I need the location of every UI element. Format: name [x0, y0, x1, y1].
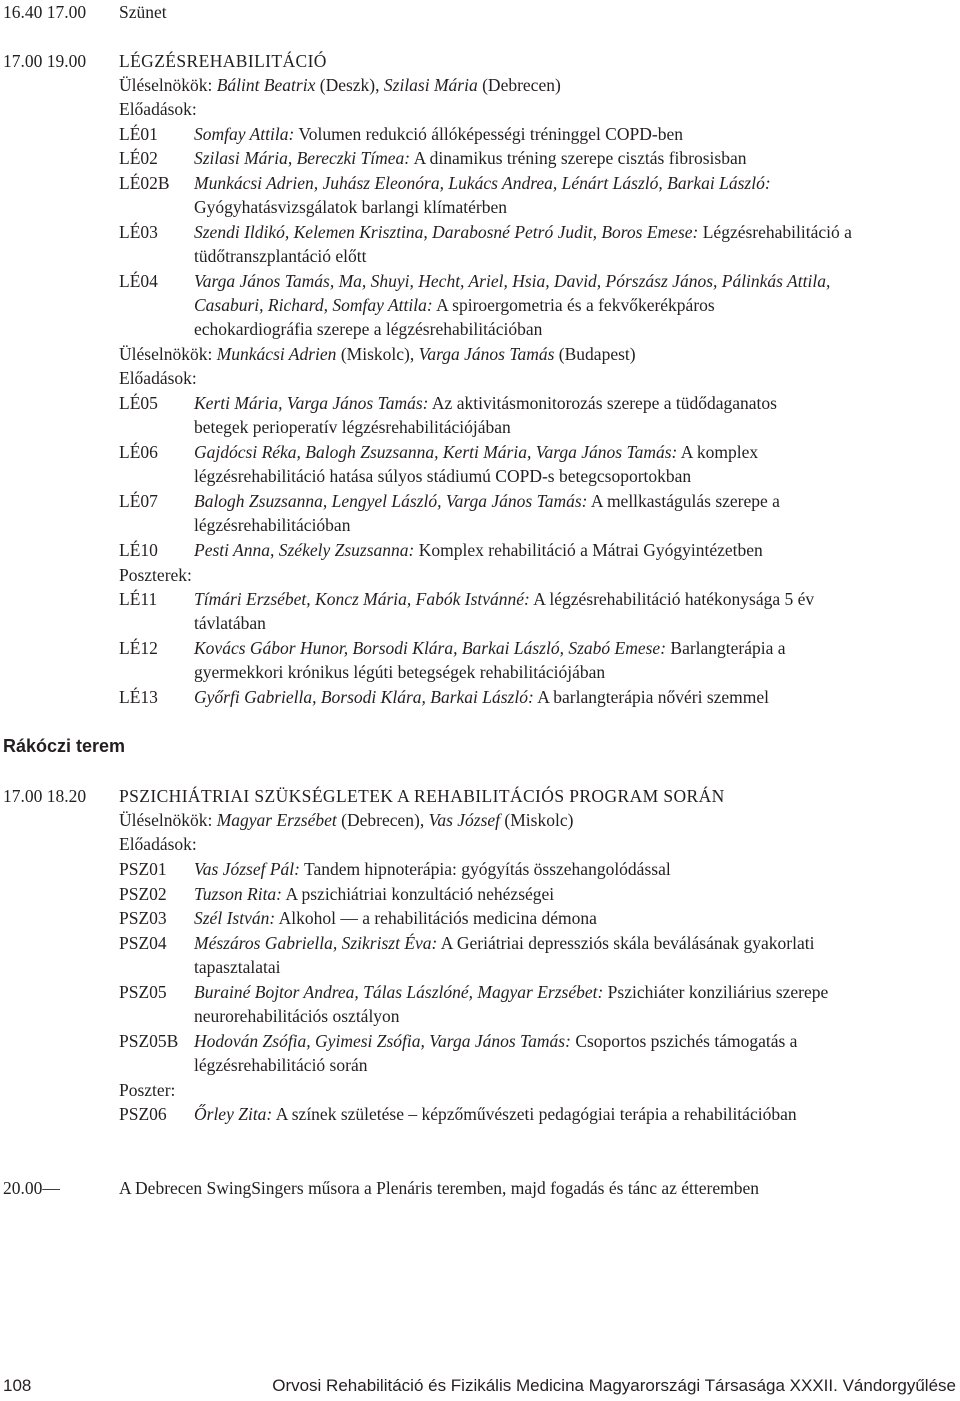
poster-title: gyermekkori krónikus légúti betegségek rehabilitációjában — [194, 662, 606, 682]
session2-chairs: Üléselnökök: Magyar Erzsébet (Debrecen), Vas József (Miskolc) — [119, 810, 574, 830]
talk-title: légzésrehabilitációban — [194, 515, 351, 535]
talk-entry: Hodován Zsófia, Gyimesi Zsófia, Varga János Tamás: Csoportos pszichés támogatás a — [194, 1031, 798, 1051]
page-number: 108 — [3, 1376, 32, 1395]
talks-label: Előadások: — [119, 99, 197, 119]
talk-code: PSZ05 — [119, 982, 167, 1002]
talk-title: légzésrehabilitáció hatása súlyos stádiumú COPD-s betegcsoportokban — [194, 466, 692, 486]
talk-code: PSZ01 — [119, 859, 167, 879]
session2-title: PSZICHIÁTRIAI SZÜKSÉGLETEK A REHABILITÁCIÓS PROGRAM SORÁN — [119, 786, 725, 806]
talk-code: PSZ03 — [119, 908, 167, 928]
talk-title: neurorehabilitációs osztályon — [194, 1006, 400, 1026]
talk-code: LÉ05 — [119, 393, 158, 413]
session2-time: 17.00 18.20 — [3, 786, 87, 806]
room-heading: Rákóczi terem — [3, 736, 126, 756]
break-label: Szünet — [119, 2, 167, 22]
talk-code: LÉ04 — [119, 271, 158, 291]
talk-title: echokardiográfia szerepe a légzésrehabilitációban — [194, 319, 543, 339]
talk-authors: Munkácsi Adrien, Juhász Eleonóra, Lukács Andrea, Lénárt László, Barkai László: — [194, 173, 771, 193]
poster-title: távlatában — [194, 613, 266, 633]
talk-entry: Mészáros Gabriella, Szikriszt Éva: A Geriátriai depressziós skála beválásának gyakorlati — [194, 933, 815, 953]
talk-entry: Pesti Anna, Székely Zsuzsanna: Komplex rehabilitáció a Mátrai Gyógyintézetben — [194, 540, 763, 560]
poster-code: LÉ11 — [119, 589, 158, 609]
session1-title: LÉGZÉSREHABILITÁCIÓ — [119, 51, 327, 71]
footer-title: Orvosi Rehabilitáció és Fizikális Medicina Magyarországi Társasága XXXII. Vándorgyűlése — [272, 1376, 956, 1395]
talk-code: LÉ03 — [119, 222, 158, 242]
talk-title: tüdőtranszplantáció előtt — [194, 246, 367, 266]
talk-authors: Varga János Tamás, Ma, Shuyi, Hecht, Ariel, Hsia, David, Pórszász János, Pálinkás Attila, — [194, 271, 831, 291]
talk-entry: Vas József Pál: Tandem hipnoterápia: gyógyítás összehangolódással — [194, 859, 671, 879]
talk-entry: Gajdócsi Réka, Balogh Zsuzsanna, Kerti Mária, Varga János Tamás: A komplex — [194, 442, 759, 462]
talk-entry: Szilasi Mária, Bereczki Tímea: A dinamikus tréning szerepe cisztás fibrosisban — [194, 148, 747, 168]
talk-code: PSZ05B — [119, 1031, 179, 1051]
talk-code: LÉ06 — [119, 442, 158, 462]
talk-code: PSZ02 — [119, 884, 167, 904]
talk-code: LÉ01 — [119, 124, 158, 144]
talk-title: Gyógyhatásvizsgálatok barlangi klímatérben — [194, 197, 507, 217]
talk-entry: Casaburi, Richard, Somfay Attila: A spiroergometria és a fekvőkerékpáros — [194, 295, 715, 315]
talk-title: légzésrehabilitáció során — [194, 1055, 368, 1075]
poster-code: LÉ13 — [119, 687, 158, 707]
posters-label: Poszterek: — [119, 565, 192, 585]
session1-time: 17.00 19.00 — [3, 51, 87, 71]
talks-label: Előadások: — [119, 834, 197, 854]
talk-entry: Balogh Zsuzsanna, Lengyel László, Varga János Tamás: A mellkastágulás szerepe a — [194, 491, 780, 511]
poster-entry: Tímári Erzsébet, Koncz Mária, Fabók Istvánné: A légzésrehabilitáció hatékonysága 5 év — [194, 589, 815, 609]
talk-code: LÉ07 — [119, 491, 158, 511]
session1-chairs: Üléselnökök: Bálint Beatrix (Deszk), Szilasi Mária (Debrecen) — [119, 75, 561, 95]
talk-entry: Szendi Ildikó, Kelemen Krisztina, Darabosné Petró Judit, Boros Emese: Légzésrehabilitáció a — [194, 222, 852, 242]
evening-text: A Debrecen SwingSingers műsora a Plenáris teremben, majd fogadás és tánc az étteremben — [119, 1178, 759, 1198]
talk-code: LÉ10 — [119, 540, 158, 560]
poster-entry: Őrley Zita: A színek születése – képzőművészeti pedagógiai terápia a rehabilitációban — [194, 1104, 797, 1124]
talk-code: LÉ02B — [119, 173, 170, 193]
poster-entry: Győrfi Gabriella, Borsodi Klára, Barkai László: A barlangterápia nővéri szemmel — [194, 687, 770, 707]
break-time: 16.40 17.00 — [3, 2, 87, 22]
talk-entry: Somfay Attila: Volumen redukció állóképességi tréninggel COPD-ben — [194, 124, 683, 144]
talk-entry: Tuzson Rita: A pszichiátriai konzultáció nehézségei — [194, 884, 555, 904]
talk-code: LÉ02 — [119, 148, 158, 168]
evening-time: 20.00— — [3, 1178, 60, 1198]
talk-title: tapasztalatai — [194, 957, 281, 977]
talks-label: Előadások: — [119, 368, 197, 388]
poster-label: Poszter: — [119, 1080, 176, 1100]
talk-entry: Kerti Mária, Varga János Tamás: Az aktivitásmonitorozás szerepe a tüdődaganatos — [194, 393, 777, 413]
talk-code: PSZ04 — [119, 933, 167, 953]
talk-entry: Burainé Bojtor Andrea, Tálas Lászlóné, Magyar Erzsébet: Pszichiáter konziliárius szerepe — [194, 982, 829, 1002]
talk-entry: Szél István: Alkohol — a rehabilitációs medicina démona — [194, 908, 597, 928]
poster-entry: Kovács Gábor Hunor, Borsodi Klára, Barkai László, Szabó Emese: Barlangterápia a — [194, 638, 786, 658]
poster-code: PSZ06 — [119, 1104, 167, 1124]
poster-code: LÉ12 — [119, 638, 158, 658]
talk-title: betegek perioperatív légzésrehabilitációjában — [194, 417, 511, 437]
session1-chairs-2: Üléselnökök: Munkácsi Adrien (Miskolc), Varga János Tamás (Budapest) — [119, 344, 636, 364]
